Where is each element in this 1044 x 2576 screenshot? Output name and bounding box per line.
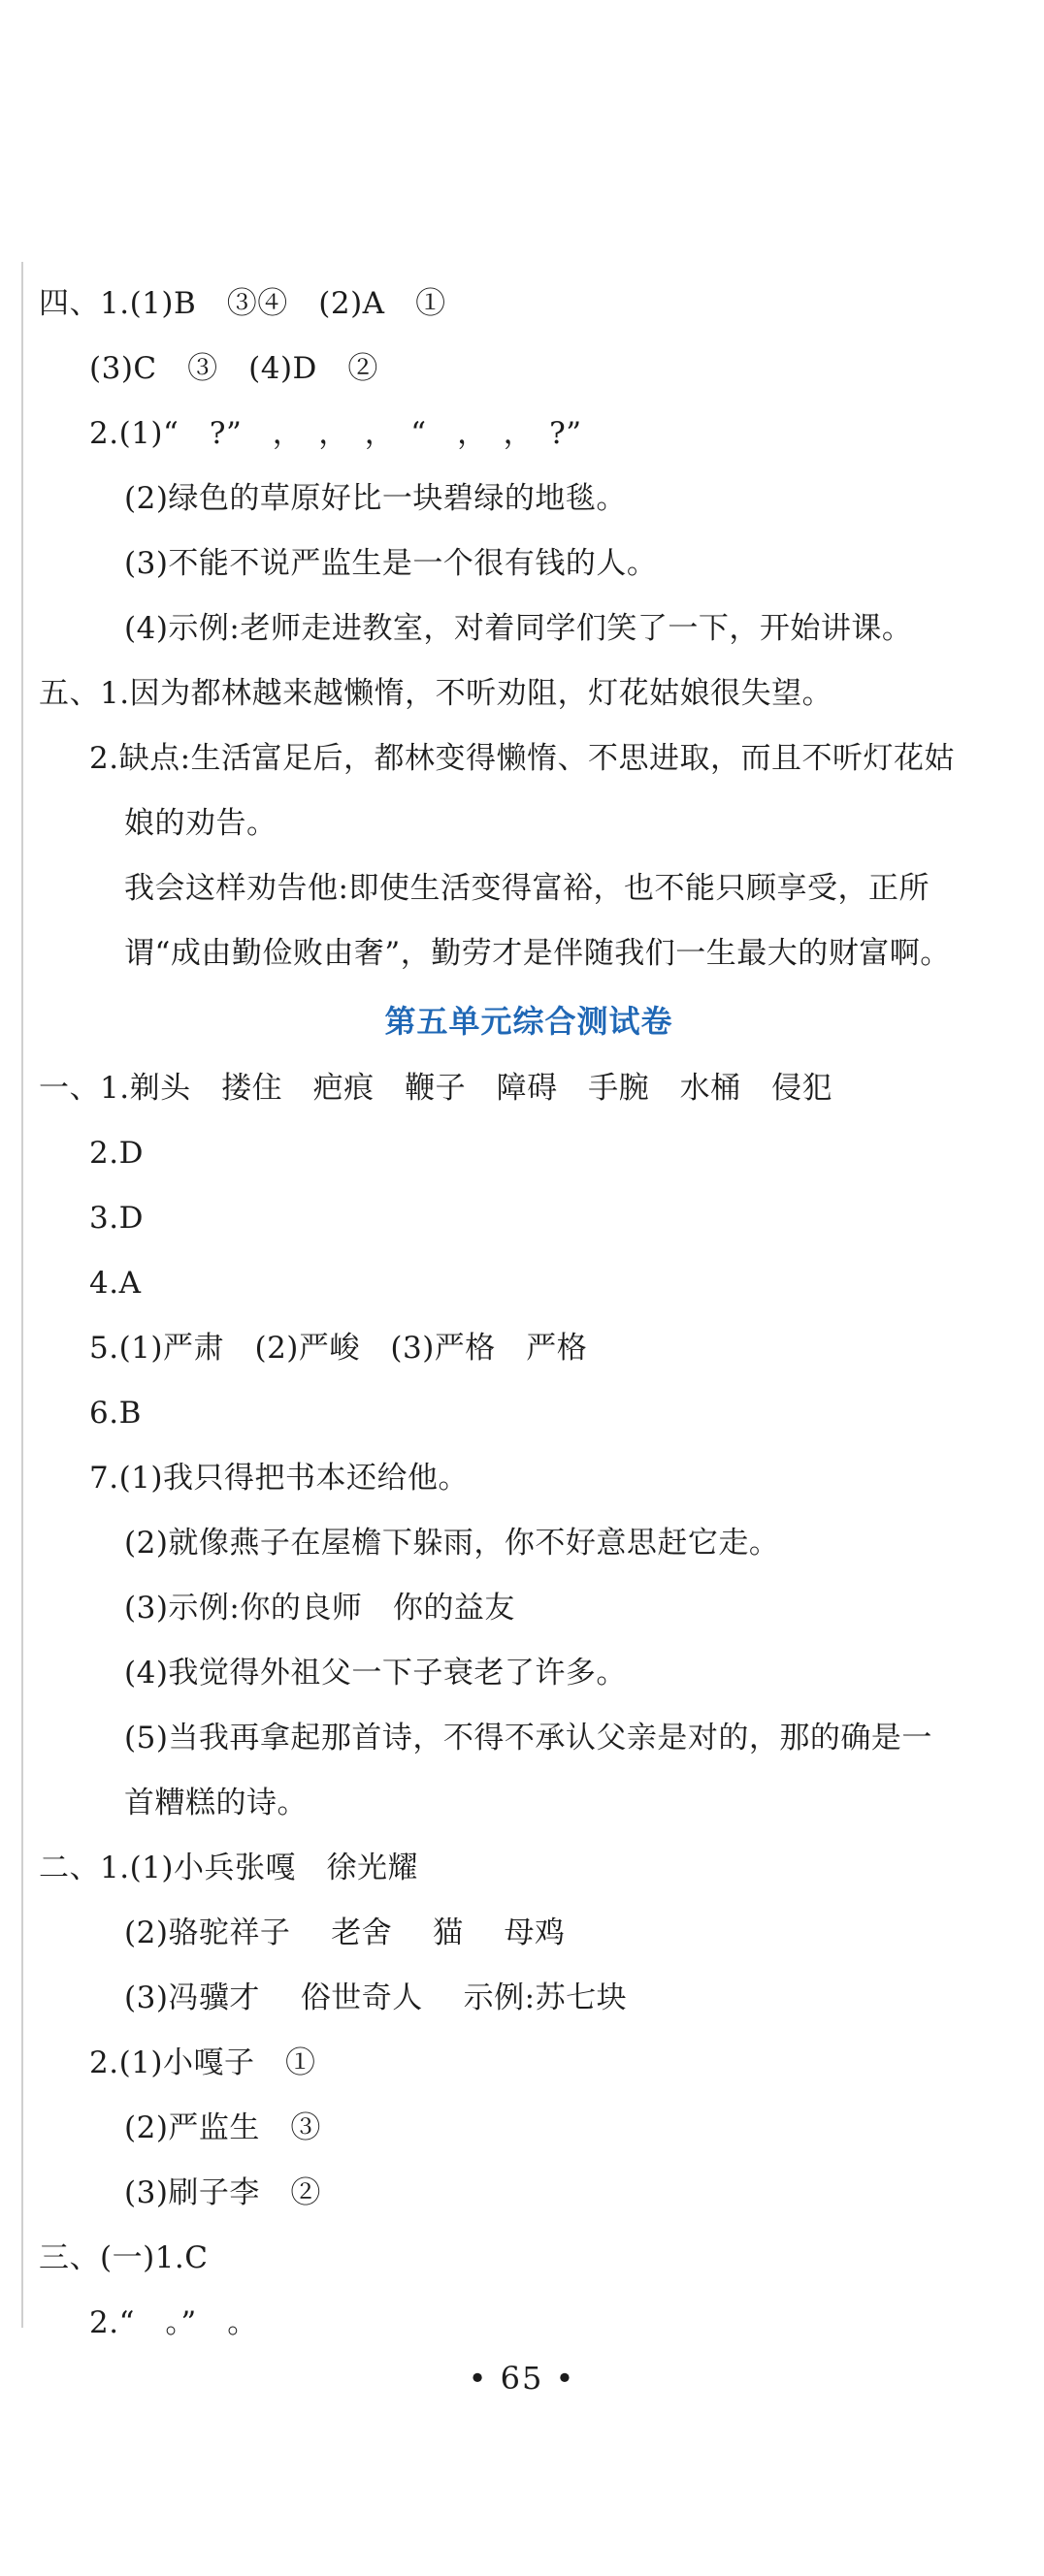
page-number: • 65 • [468,2360,576,2397]
answer-line: (4)我觉得外祖父一下子衰老了许多。 [124,1656,627,1690]
answer-line: 4.A [89,1266,142,1301]
answer-line: (2)骆驼祥子 老舍 猫 母鸡 [124,1916,566,1950]
answer-content [39,272,1019,2356]
answer-line: 首糟糕的诗。 [124,1786,308,1820]
answer-line: 谓“成由勤俭败由奢”，勤劳才是伴随我们一生最大的财富啊。 [124,936,951,971]
answer-line: 我会这样劝告他:即使生活变得富裕，也不能只顾享受，正所 [124,871,930,906]
answer-line: 7.(1)我只得把书本还给他。 [89,1461,469,1496]
answer-line: (4)示例:老师走进教室，对着同学们笑了一下，开始讲课。 [124,611,913,646]
answer-line: 2.“ 。” 。 [89,2305,258,2340]
section-title: 第五单元综合测试卷 [384,1003,673,1040]
binding-gutter-line [21,262,23,2328]
answer-line: 3.D [89,1201,144,1236]
answer-line: 一、1.剃头 搂住 疤痕 鞭子 障碍 手腕 水桶 侵犯 [39,1071,833,1106]
answer-line: (2)绿色的草原好比一块碧绿的地毯。 [124,481,627,516]
answer-lines-unit5 [39,1056,1019,2356]
answer-line: 二、1.(1)小兵张嘎 徐光耀 [39,1851,418,1885]
answer-line: (3)冯骥才 俗世奇人 示例:苏七块 [124,1980,628,2015]
answer-line: (2)严监生 ③ [124,2110,321,2145]
answer-line: 2.缺点:生活富足后，都林变得懒惰、不思进取，而且不听灯花姑 [89,741,956,776]
answer-line: 5.(1)严肃 (2)严峻 (3)严格 严格 [89,1331,588,1366]
answer-line: (2)就像燕子在屋檐下躲雨，你不好意思赶它走。 [124,1526,780,1561]
answer-line: 2.D [89,1136,144,1171]
answer-line: 2.(1)“ ?” ， ， ， “ ， ， ?” [89,416,582,451]
answer-line: 五、1.因为都林越来越懒惰，不听劝阻，灯花姑娘很失望。 [39,676,833,711]
answer-line: (3)刷子李 ② [124,2175,321,2210]
answer-lines-unit4 [39,272,1019,986]
answer-line: 2.(1)小嘎子 ① [89,2045,316,2080]
answer-line: 四、1.(1)B ③④ (2)A ① [39,286,446,321]
answer-line: 娘的劝告。 [124,806,277,841]
answer-line: 三、(一)1.C [39,2240,209,2275]
answer-line: 6.B [89,1396,142,1431]
answer-line: (3)不能不说严监生是一个很有钱的人。 [124,546,658,581]
answer-line: (5)当我再拿起那首诗，不得不承认父亲是对的，那的确是一 [124,1721,932,1755]
answer-line: (3)示例:你的良师 你的益友 [124,1591,515,1626]
answer-line: (3)C ③ (4)D ② [89,351,378,386]
